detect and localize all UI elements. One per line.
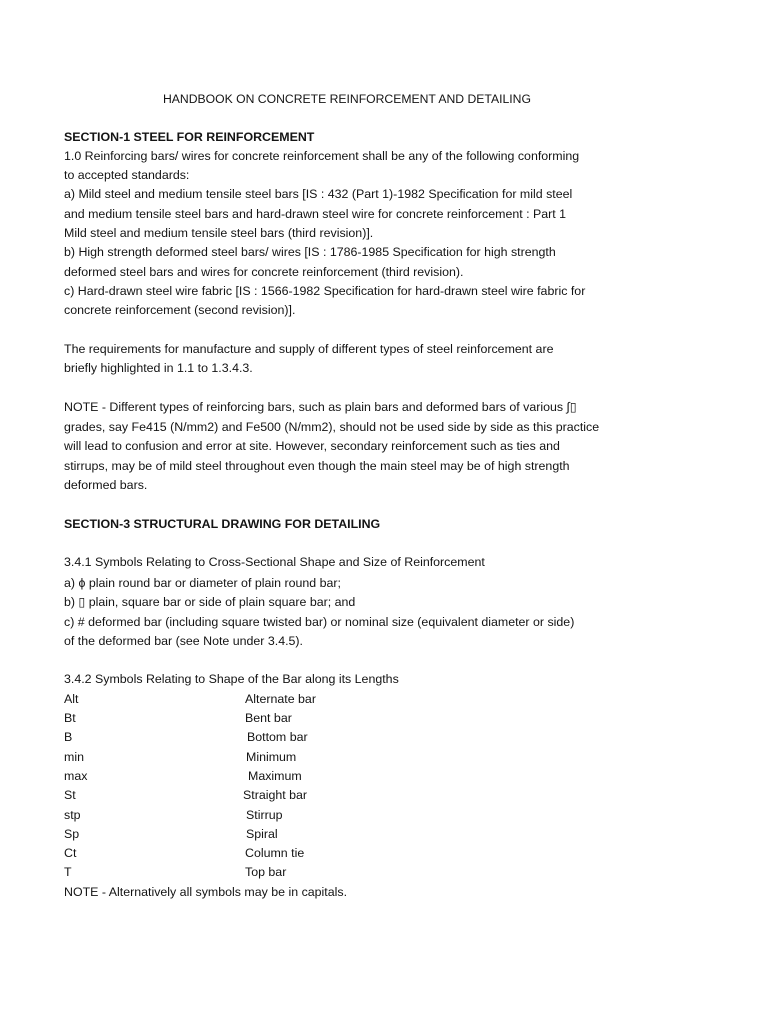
symbol-abbreviation: Ct: [64, 846, 77, 860]
intro-line: concrete reinforcement (second revision)].: [64, 303, 296, 317]
intro-line: a) Mild steel and medium tensile steel bars [IS : 432 (Part 1)-1982 Specification for mild steel: [64, 187, 573, 201]
section-3-heading: SECTION-3 STRUCTURAL DRAWING FOR DETAILING: [64, 517, 381, 531]
symbol-row: [64, 767, 464, 786]
note-line: deformed bars.: [64, 478, 148, 492]
intro-line: c) Hard-drawn steel wire fabric [IS : 1566-1982 Specification for hard-drawn steel wire fabric for: [64, 284, 586, 298]
symbol-abbreviation: max: [64, 769, 88, 783]
intro-line: deformed steel bars and wires for concrete reinforcement (third revision).: [64, 265, 464, 279]
final-note: NOTE - Alternatively all symbols may be in capitals.: [64, 885, 348, 899]
symbol-abbreviation: B: [64, 730, 73, 744]
symbol-meaning: Stirrup: [246, 808, 283, 822]
subsection-3-4-1-heading: 3.4.1 Symbols Relating to Cross-Sectional Shape and Size of Reinforcement: [64, 555, 485, 569]
symbol-meaning: Bent bar: [245, 711, 292, 725]
section-1-heading: SECTION-1 STEEL FOR REINFORCEMENT: [64, 130, 315, 144]
requirements-line: The requirements for manufacture and supply of different types of steel reinforcement are: [64, 342, 554, 356]
symbol-definition-line: a) ϕ plain round bar or diameter of plain round bar;: [64, 576, 341, 590]
symbol-row: [64, 806, 464, 825]
symbol-meaning: Top bar: [245, 865, 287, 879]
intro-line: and medium tensile steel bars and hard-drawn steel wire for concrete reinforcement : Part 1: [64, 207, 567, 221]
symbol-abbreviation: min: [64, 750, 84, 764]
symbol-definition-line: b) ▯ plain, square bar or side of plain square bar; and: [64, 595, 356, 609]
symbol-row: [64, 748, 464, 767]
symbol-abbreviation: stp: [64, 808, 81, 822]
symbol-meaning: Spiral: [246, 827, 278, 841]
symbol-abbreviation: St: [64, 788, 76, 802]
intro-line: to accepted standards:: [64, 168, 190, 182]
requirements-line: briefly highlighted in 1.1 to 1.3.4.3.: [64, 361, 253, 375]
symbol-definition-line: of the deformed bar (see Note under 3.4.5).: [64, 634, 304, 648]
symbol-row: [64, 709, 464, 728]
note-line: grades, say Fe415 (N/mm2) and Fe500 (N/mm2), should not be used side by side as this practice: [64, 420, 600, 434]
symbol-abbreviation: T: [64, 865, 72, 879]
symbol-row: [64, 844, 464, 863]
note-line: NOTE - Different types of reinforcing bars, such as plain bars and deformed bars of various ∫▯: [64, 400, 577, 414]
symbol-row: [64, 728, 464, 747]
symbol-meaning: Straight bar: [243, 788, 308, 802]
symbol-meaning: Bottom bar: [247, 730, 308, 744]
symbol-meaning: Alternate bar: [245, 692, 316, 706]
document-title: HANDBOOK ON CONCRETE REINFORCEMENT AND DETAILING: [163, 92, 531, 106]
symbol-abbreviation: Alt: [64, 692, 79, 706]
intro-line: Mild steel and medium tensile steel bars (third revision)].: [64, 226, 374, 240]
symbol-definition-line: c) # deformed bar (including square twisted bar) or nominal size (equivalent diameter or side): [64, 615, 575, 629]
symbol-abbreviation: Bt: [64, 711, 76, 725]
symbol-row: [64, 786, 464, 805]
note-line: stirrups, may be of mild steel throughout even though the main steel may be of high strength: [64, 459, 570, 473]
intro-line: 1.0 Reinforcing bars/ wires for concrete reinforcement shall be any of the following conforming: [64, 149, 580, 163]
symbol-row: [64, 825, 464, 844]
symbol-abbreviation: Sp: [64, 827, 80, 841]
symbol-meaning: Maximum: [248, 769, 302, 783]
note-line: will lead to confusion and error at site. However, secondary reinforcement such as ties and: [64, 439, 560, 453]
symbol-row: [64, 863, 464, 882]
symbol-meaning: Column tie: [245, 846, 305, 860]
symbol-meaning: Minimum: [246, 750, 297, 764]
symbol-row: [64, 690, 464, 709]
intro-line: b) High strength deformed steel bars/ wires [IS : 1786-1985 Specification for high strength: [64, 245, 556, 259]
subsection-3-4-2-heading: 3.4.2 Symbols Relating to Shape of the Bar along its Lengths: [64, 672, 399, 686]
